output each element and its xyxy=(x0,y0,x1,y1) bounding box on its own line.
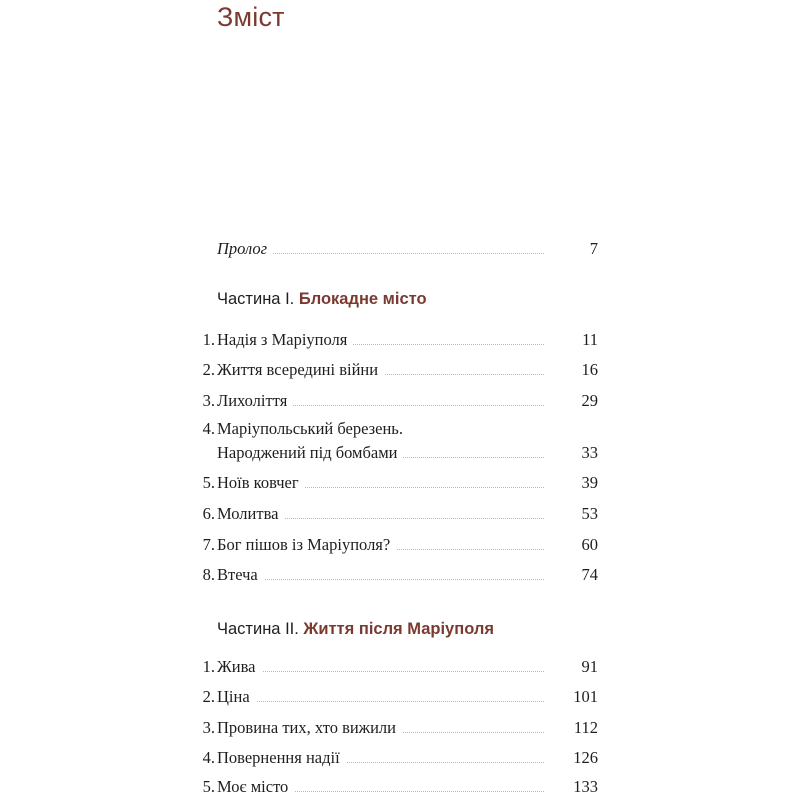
entry-title: Повернення надії xyxy=(217,745,346,771)
entry-title-line1: Маріупольський березень. xyxy=(217,419,403,438)
page-number: 16 xyxy=(581,360,598,379)
entry-title: Життя всередині війни xyxy=(217,357,384,383)
toc-entry xyxy=(195,745,598,771)
part-prefix: Частина ІІ. xyxy=(217,620,299,638)
toc-entry xyxy=(195,327,598,353)
toc-entry xyxy=(195,715,598,741)
dot-leader xyxy=(217,671,544,672)
toc-entry xyxy=(195,774,598,800)
toc-entry xyxy=(195,470,598,496)
toc-entry xyxy=(195,388,598,414)
chapter-number: 5. xyxy=(202,777,215,796)
chapter-number: 2. xyxy=(202,360,215,379)
chapter-number: 5. xyxy=(202,473,215,492)
entry-title: Лихоліття xyxy=(217,388,293,414)
part-name: Блокадне місто xyxy=(298,290,427,308)
entry-title: Провина тих, хто вижили xyxy=(217,715,402,741)
chapter-number: 4. xyxy=(202,419,215,438)
toc-entry xyxy=(195,357,598,383)
chapter-number: 1. xyxy=(202,657,215,676)
chapter-number: 3. xyxy=(202,391,215,410)
dot-leader xyxy=(217,579,544,580)
entry-title: Ноїв ковчег xyxy=(217,470,305,496)
toc-entry xyxy=(195,684,598,710)
entry-title: Ціна xyxy=(217,684,256,710)
chapter-number: 4. xyxy=(202,748,215,767)
toc-entry xyxy=(195,501,598,527)
toc-entry xyxy=(195,416,598,466)
chapter-number: 1. xyxy=(202,330,215,349)
entry-title: Моє місто xyxy=(217,774,294,800)
page-number: 60 xyxy=(581,535,598,554)
chapter-number: 2. xyxy=(202,687,215,706)
page-number: 11 xyxy=(582,330,598,349)
page-number: 133 xyxy=(573,777,598,796)
page-number: 33 xyxy=(581,443,598,462)
entry-title: Надія з Маріуполя xyxy=(217,327,353,353)
entry-title: Пролог xyxy=(217,236,273,262)
page-number: 7 xyxy=(589,239,598,258)
toc-entry xyxy=(195,654,598,680)
entry-title: Бог пішов із Маріуполя? xyxy=(217,532,396,558)
part-prefix: Частина І. xyxy=(217,290,295,308)
page-number: 126 xyxy=(573,748,598,767)
page-number: 101 xyxy=(573,687,598,706)
page-number: 74 xyxy=(581,565,598,584)
page-number: 53 xyxy=(581,504,598,523)
entry-title: Молитва xyxy=(217,501,284,527)
page-number: 29 xyxy=(581,391,598,410)
toc-entry xyxy=(195,562,598,588)
page-number: 112 xyxy=(573,718,598,737)
page-number: 91 xyxy=(581,657,598,676)
toc-entry-prolog xyxy=(195,236,598,262)
entry-title: Втеча xyxy=(217,562,264,588)
chapter-number: 8. xyxy=(202,565,215,584)
chapter-number: 7. xyxy=(202,535,215,554)
part-heading-2 xyxy=(217,620,494,639)
toc-entry xyxy=(195,532,598,558)
page-number: 39 xyxy=(581,473,598,492)
entry-title: Народжений під бомбами xyxy=(217,440,403,466)
entry-title: Жива xyxy=(217,654,262,680)
dot-leader xyxy=(217,701,544,702)
part-name: Життя після Маріуполя xyxy=(303,620,494,638)
part-heading-1 xyxy=(217,290,427,309)
chapter-number: 3. xyxy=(202,718,215,737)
page-title: Зміст xyxy=(217,2,285,32)
chapter-number: 6. xyxy=(202,504,215,523)
